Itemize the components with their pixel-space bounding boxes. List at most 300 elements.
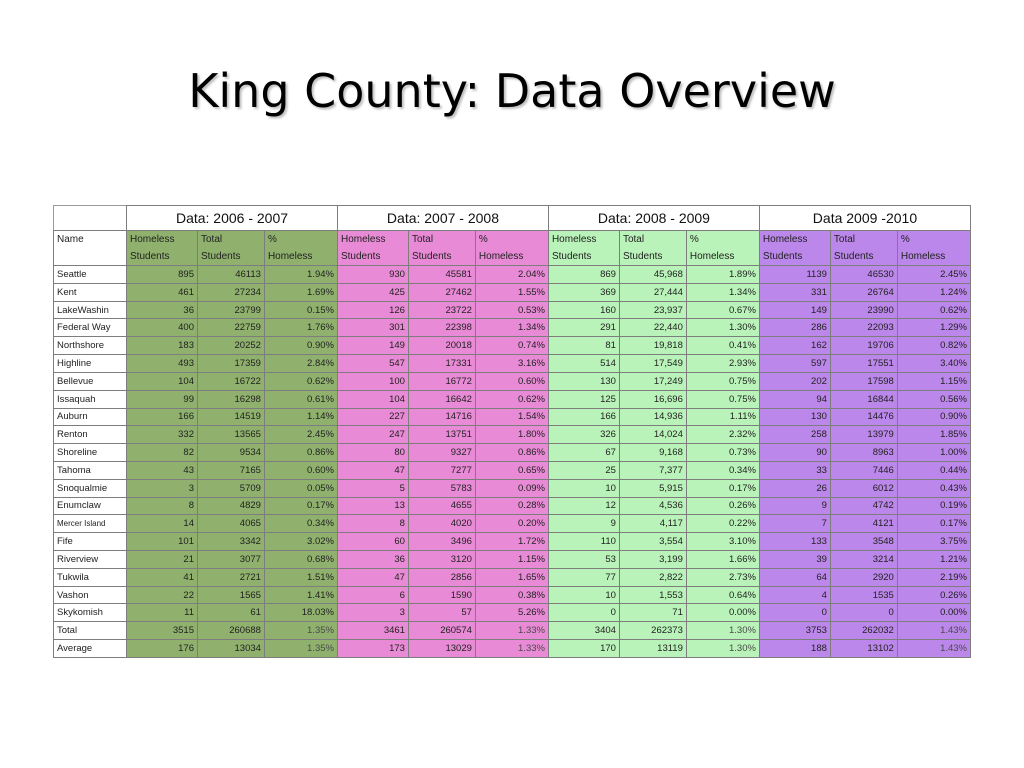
data-cell: 0.26% (686, 497, 759, 515)
data-cell: 23,937 (619, 301, 686, 319)
column-header (198, 231, 265, 266)
data-cell: 125 (548, 390, 619, 408)
data-cell: 0.64% (686, 586, 759, 604)
data-cell: 6 (337, 586, 408, 604)
data-cell: 301 (337, 319, 408, 337)
data-cell: 61 (198, 604, 265, 622)
data-cell: 1.41% (264, 586, 337, 604)
data-cell: 13565 (198, 426, 265, 444)
data-cell: 4,117 (619, 515, 686, 533)
data-cell: 16642 (408, 390, 475, 408)
table-row (54, 319, 971, 337)
period-header-row (54, 206, 971, 231)
data-cell: 176 (127, 640, 198, 658)
data-cell: 0.43% (897, 479, 970, 497)
row-name-cell: Auburn (54, 408, 127, 426)
data-cell: 369 (548, 283, 619, 301)
data-cell: 1.11% (686, 408, 759, 426)
data-cell: 0.17% (686, 479, 759, 497)
column-header-line2: Students (622, 251, 663, 262)
table-row (54, 515, 971, 533)
data-cell: 1,553 (619, 586, 686, 604)
data-cell: 262373 (619, 622, 686, 640)
column-header-line2: Students (411, 251, 452, 262)
row-name-cell: Vashon (54, 586, 127, 604)
data-cell: 326 (548, 426, 619, 444)
data-cell: 12 (548, 497, 619, 515)
data-cell: 133 (759, 533, 830, 551)
data-table-container (53, 205, 971, 658)
row-name-cell: Kent (54, 283, 127, 301)
data-cell: 17551 (830, 355, 897, 373)
column-header (475, 231, 548, 266)
data-cell: 0.60% (264, 461, 337, 479)
data-cell: 46530 (830, 266, 897, 284)
data-cell: 4121 (830, 515, 897, 533)
data-cell: 3.02% (264, 533, 337, 551)
data-cell: 331 (759, 283, 830, 301)
data-cell: 262032 (830, 622, 897, 640)
column-header-line2: Students (551, 251, 592, 262)
data-cell: 258 (759, 426, 830, 444)
data-cell: 1139 (759, 266, 830, 284)
column-header-line1: Total (201, 234, 223, 245)
data-cell: 1.34% (686, 283, 759, 301)
data-cell: 425 (337, 283, 408, 301)
data-cell: 0 (830, 604, 897, 622)
data-cell: 22398 (408, 319, 475, 337)
slide-title: King County: Data Overview (188, 64, 836, 118)
data-cell: 9 (759, 497, 830, 515)
data-cell: 16772 (408, 372, 475, 390)
data-cell: 17,249 (619, 372, 686, 390)
data-cell: 23990 (830, 301, 897, 319)
data-cell: 260574 (408, 622, 475, 640)
row-name-cell: Fife (54, 533, 127, 551)
column-header (337, 231, 408, 266)
data-cell: 202 (759, 372, 830, 390)
column-header-line2: Students (762, 251, 803, 262)
row-name-cell: Renton (54, 426, 127, 444)
row-name-cell: Issaquah (54, 390, 127, 408)
data-cell: 0.62% (897, 301, 970, 319)
data-cell: 22093 (830, 319, 897, 337)
row-name-cell: Seattle (54, 266, 127, 284)
data-cell: 5783 (408, 479, 475, 497)
column-header-name (54, 231, 127, 266)
table-row (54, 461, 971, 479)
column-header-line1: Total (833, 234, 856, 245)
column-header-line2: Homeless (267, 251, 313, 262)
data-cell: 188 (759, 640, 830, 658)
row-name-cell: Total (54, 622, 127, 640)
data-cell: 0.53% (475, 301, 548, 319)
data-cell: 3404 (548, 622, 619, 640)
data-cell: 2721 (198, 568, 265, 586)
data-cell: 110 (548, 533, 619, 551)
data-cell: 47 (337, 568, 408, 586)
data-cell: 17359 (198, 355, 265, 373)
data-cell: 7,377 (619, 461, 686, 479)
period-2009-2010: Data 2009 -2010 (759, 206, 970, 231)
data-cell: 13034 (198, 640, 265, 658)
data-cell: 400 (127, 319, 198, 337)
data-cell: 104 (337, 390, 408, 408)
data-cell: 160 (548, 301, 619, 319)
column-header (264, 231, 337, 266)
column-header-line2: Homeless (478, 251, 524, 262)
data-cell: 53 (548, 551, 619, 569)
data-cell: 2,822 (619, 568, 686, 586)
data-cell: 1.34% (475, 319, 548, 337)
data-cell: 99 (127, 390, 198, 408)
data-cell: 0.19% (897, 497, 970, 515)
data-cell: 3214 (830, 551, 897, 569)
data-cell: 0.34% (686, 461, 759, 479)
data-cell: 3077 (198, 551, 265, 569)
data-cell: 2.93% (686, 355, 759, 373)
data-cell: 82 (127, 444, 198, 462)
data-cell: 1565 (198, 586, 265, 604)
data-cell: 81 (548, 337, 619, 355)
column-header-line1: % (478, 234, 488, 245)
data-cell: 0.75% (686, 372, 759, 390)
table-row (54, 408, 971, 426)
data-cell: 22759 (198, 319, 265, 337)
column-header-line1: Total (622, 234, 645, 245)
row-name-cell: Highline (54, 355, 127, 373)
data-cell: 7165 (198, 461, 265, 479)
data-cell: 26764 (830, 283, 897, 301)
data-cell: 13 (337, 497, 408, 515)
row-name-cell: Enumclaw (54, 497, 127, 515)
data-cell: 130 (759, 408, 830, 426)
data-cell: 36 (127, 301, 198, 319)
table-row (54, 640, 971, 658)
table-row (54, 497, 971, 515)
table-row (54, 426, 971, 444)
data-cell: 1.30% (686, 319, 759, 337)
table-row (54, 586, 971, 604)
data-cell: 14,936 (619, 408, 686, 426)
data-cell: 1.35% (264, 622, 337, 640)
data-cell: 1.76% (264, 319, 337, 337)
column-header-line2: Name (57, 234, 84, 245)
data-cell: 3,554 (619, 533, 686, 551)
data-cell: 100 (337, 372, 408, 390)
data-cell: 20252 (198, 337, 265, 355)
data-cell: 2.32% (686, 426, 759, 444)
data-cell: 0.67% (686, 301, 759, 319)
column-header-line1: Homeless (340, 234, 386, 245)
data-cell: 0 (548, 604, 619, 622)
column-header-line1: Homeless (551, 234, 597, 245)
column-header (127, 231, 198, 266)
data-cell: 39 (759, 551, 830, 569)
data-cell: 80 (337, 444, 408, 462)
row-name-cell: Bellevue (54, 372, 127, 390)
data-cell: 94 (759, 390, 830, 408)
row-name-cell: Riverview (54, 551, 127, 569)
data-cell: 1.21% (897, 551, 970, 569)
data-cell: 286 (759, 319, 830, 337)
data-cell: 7 (759, 515, 830, 533)
data-cell: 183 (127, 337, 198, 355)
data-cell: 8 (127, 497, 198, 515)
period-2007-2008: Data: 2007 - 2008 (337, 206, 548, 231)
data-cell: 0 (759, 604, 830, 622)
column-header-line1: % (900, 234, 910, 245)
column-header-line2: Homeless (900, 251, 946, 262)
data-cell: 493 (127, 355, 198, 373)
data-cell: 8 (337, 515, 408, 533)
data-cell: 6012 (830, 479, 897, 497)
data-cell: 16,696 (619, 390, 686, 408)
data-cell: 3.16% (475, 355, 548, 373)
data-cell: 9327 (408, 444, 475, 462)
data-cell: 0.41% (686, 337, 759, 355)
column-header-line2: Students (130, 251, 170, 262)
data-cell: 332 (127, 426, 198, 444)
data-cell: 1.85% (897, 426, 970, 444)
data-cell: 3120 (408, 551, 475, 569)
column-header-line1: Homeless (762, 234, 808, 245)
data-table (53, 205, 971, 658)
data-cell: 27234 (198, 283, 265, 301)
data-cell: 0.22% (686, 515, 759, 533)
column-header-line2: Homeless (689, 251, 735, 262)
data-cell: 57 (408, 604, 475, 622)
data-cell: 2.45% (897, 266, 970, 284)
data-cell: 1.94% (264, 266, 337, 284)
data-cell: 2.73% (686, 568, 759, 586)
data-cell: 1.43% (897, 640, 970, 658)
data-cell: 1.80% (475, 426, 548, 444)
data-cell: 0.56% (897, 390, 970, 408)
data-cell: 64 (759, 568, 830, 586)
data-cell: 2.84% (264, 355, 337, 373)
row-name-cell: Tukwila (54, 568, 127, 586)
data-cell: 3.40% (897, 355, 970, 373)
corner-cell (54, 206, 127, 231)
data-cell: 3.75% (897, 533, 970, 551)
data-cell: 4,536 (619, 497, 686, 515)
data-cell: 3 (337, 604, 408, 622)
data-cell: 17598 (830, 372, 897, 390)
row-name-cell: Northshore (54, 337, 127, 355)
data-cell: 5 (337, 479, 408, 497)
table-row (54, 301, 971, 319)
data-cell: 1.69% (264, 283, 337, 301)
data-cell: 0.62% (264, 372, 337, 390)
column-header (619, 231, 686, 266)
table-row (54, 372, 971, 390)
table-row (54, 355, 971, 373)
data-cell: 1.00% (897, 444, 970, 462)
data-cell: 13029 (408, 640, 475, 658)
data-cell: 2856 (408, 568, 475, 586)
data-cell: 19,818 (619, 337, 686, 355)
data-cell: 461 (127, 283, 198, 301)
table-row (54, 390, 971, 408)
data-cell: 149 (759, 301, 830, 319)
data-cell: 9 (548, 515, 619, 533)
column-header-row (54, 231, 971, 266)
data-cell: 16844 (830, 390, 897, 408)
column-header-line1: Total (411, 234, 434, 245)
data-cell: 3 (127, 479, 198, 497)
data-cell: 869 (548, 266, 619, 284)
row-name-cell: Shoreline (54, 444, 127, 462)
data-cell: 43 (127, 461, 198, 479)
data-cell: 0.68% (264, 551, 337, 569)
data-cell: 60 (337, 533, 408, 551)
table-row (54, 622, 971, 640)
data-cell: 0.61% (264, 390, 337, 408)
data-cell: 104 (127, 372, 198, 390)
data-cell: 0.00% (686, 604, 759, 622)
period-2008-2009: Data: 2008 - 2009 (548, 206, 759, 231)
data-cell: 597 (759, 355, 830, 373)
data-cell: 3515 (127, 622, 198, 640)
data-cell: 1.72% (475, 533, 548, 551)
data-cell: 1.24% (897, 283, 970, 301)
data-cell: 3496 (408, 533, 475, 551)
data-cell: 22,440 (619, 319, 686, 337)
data-cell: 27,444 (619, 283, 686, 301)
data-cell: 1.30% (686, 622, 759, 640)
data-cell: 2.45% (264, 426, 337, 444)
data-cell: 227 (337, 408, 408, 426)
data-cell: 1.54% (475, 408, 548, 426)
data-cell: 16722 (198, 372, 265, 390)
data-cell: 1.14% (264, 408, 337, 426)
data-cell: 0.00% (897, 604, 970, 622)
data-cell: 4020 (408, 515, 475, 533)
data-cell: 33 (759, 461, 830, 479)
row-name-cell: LakeWashin (54, 301, 127, 319)
data-cell: 0.44% (897, 461, 970, 479)
data-cell: 17,549 (619, 355, 686, 373)
data-cell: 1.89% (686, 266, 759, 284)
data-cell: 13979 (830, 426, 897, 444)
data-cell: 162 (759, 337, 830, 355)
data-cell: 22 (127, 586, 198, 604)
data-cell: 149 (337, 337, 408, 355)
data-cell: 13119 (619, 640, 686, 658)
data-cell: 0.90% (897, 408, 970, 426)
data-cell: 4742 (830, 497, 897, 515)
data-cell: 5709 (198, 479, 265, 497)
data-cell: 26 (759, 479, 830, 497)
data-cell: 5,915 (619, 479, 686, 497)
data-cell: 0.09% (475, 479, 548, 497)
data-cell: 41 (127, 568, 198, 586)
data-cell: 173 (337, 640, 408, 658)
data-cell: 8963 (830, 444, 897, 462)
data-cell: 101 (127, 533, 198, 551)
data-cell: 0.60% (475, 372, 548, 390)
data-cell: 0.38% (475, 586, 548, 604)
data-cell: 16298 (198, 390, 265, 408)
data-cell: 1.33% (475, 622, 548, 640)
data-cell: 2.04% (475, 266, 548, 284)
data-cell: 10 (548, 479, 619, 497)
column-header-line2: Students (833, 251, 874, 262)
data-cell: 1535 (830, 586, 897, 604)
data-cell: 9534 (198, 444, 265, 462)
data-cell: 930 (337, 266, 408, 284)
column-header-line1: Homeless (130, 234, 175, 245)
data-cell: 130 (548, 372, 619, 390)
data-cell: 1.55% (475, 283, 548, 301)
data-cell: 260688 (198, 622, 265, 640)
column-header (686, 231, 759, 266)
table-body (54, 266, 971, 658)
data-cell: 11 (127, 604, 198, 622)
table-row (54, 551, 971, 569)
data-cell: 0.17% (264, 497, 337, 515)
data-cell: 4655 (408, 497, 475, 515)
data-cell: 1.29% (897, 319, 970, 337)
data-cell: 25 (548, 461, 619, 479)
data-cell: 0.74% (475, 337, 548, 355)
data-cell: 0.73% (686, 444, 759, 462)
data-cell: 7446 (830, 461, 897, 479)
column-header-line2: Students (201, 251, 241, 262)
data-cell: 14716 (408, 408, 475, 426)
row-name-cell: Mercer Island (54, 515, 127, 533)
row-name-cell: Snoqualmie (54, 479, 127, 497)
data-cell: 1.65% (475, 568, 548, 586)
data-cell: 21 (127, 551, 198, 569)
data-cell: 47 (337, 461, 408, 479)
data-cell: 4829 (198, 497, 265, 515)
row-name-cell: Average (54, 640, 127, 658)
data-cell: 23722 (408, 301, 475, 319)
data-cell: 45581 (408, 266, 475, 284)
column-header-line2: Students (340, 251, 381, 262)
column-header-line1: % (267, 234, 277, 245)
data-cell: 19706 (830, 337, 897, 355)
data-cell: 1.35% (264, 640, 337, 658)
column-header-line1: % (689, 234, 699, 245)
data-cell: 0.34% (264, 515, 337, 533)
data-cell: 291 (548, 319, 619, 337)
data-cell: 0.90% (264, 337, 337, 355)
data-cell: 5.26% (475, 604, 548, 622)
column-header (548, 231, 619, 266)
data-cell: 514 (548, 355, 619, 373)
data-cell: 166 (127, 408, 198, 426)
data-cell: 4065 (198, 515, 265, 533)
data-cell: 36 (337, 551, 408, 569)
data-cell: 0.26% (897, 586, 970, 604)
data-cell: 1.15% (475, 551, 548, 569)
data-cell: 20018 (408, 337, 475, 355)
data-cell: 14,024 (619, 426, 686, 444)
data-cell: 1590 (408, 586, 475, 604)
data-cell: 27462 (408, 283, 475, 301)
table-row (54, 283, 971, 301)
row-name-cell: Skykomish (54, 604, 127, 622)
data-cell: 18.03% (264, 604, 337, 622)
data-cell: 3461 (337, 622, 408, 640)
table-row (54, 479, 971, 497)
row-name-cell: Federal Way (54, 319, 127, 337)
data-cell: 0.86% (264, 444, 337, 462)
data-cell: 9,168 (619, 444, 686, 462)
